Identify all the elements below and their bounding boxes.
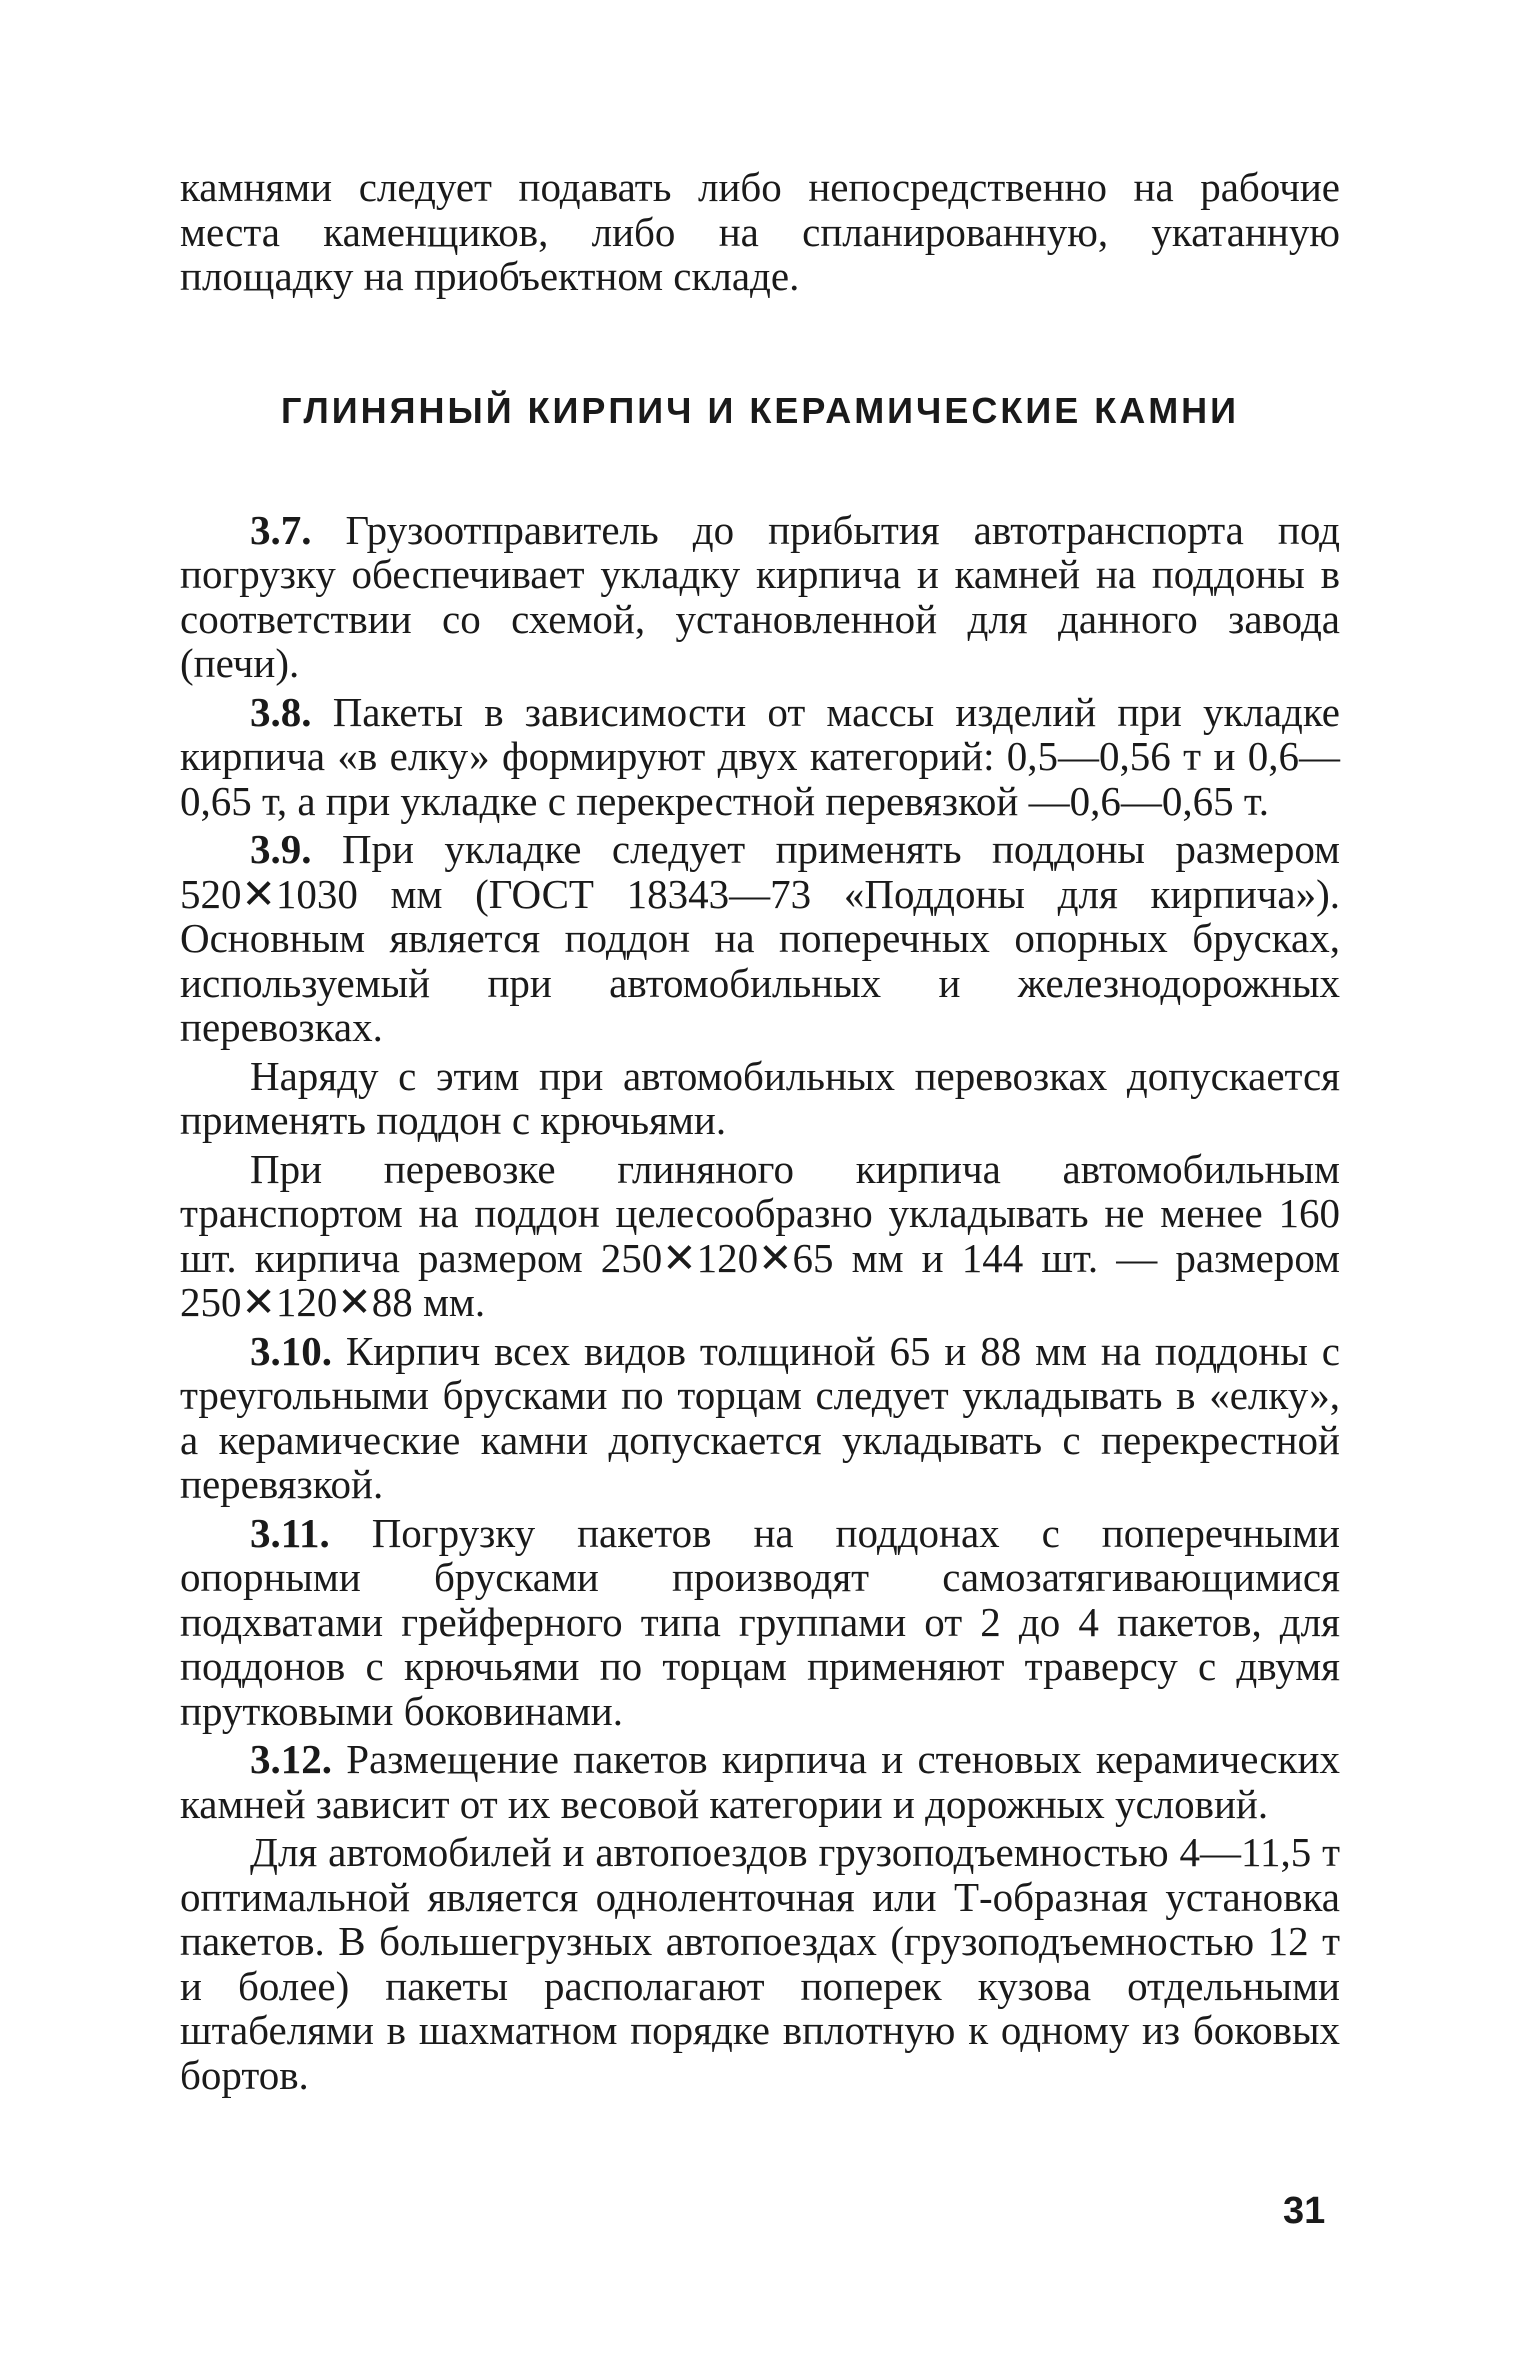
- section-heading: ГЛИНЯНЫЙ КИРПИЧ И КЕРАМИЧЕСКИЕ КАМНИ: [280, 389, 1240, 431]
- paragraph-number: 3.7.: [250, 506, 312, 553]
- paragraph-text: При перевозке глиняного кирпича автомобильным транспортом на поддон целесообразно укладывать не менее 160 шт. кирпича размером 250✕120✕65 мм и 144 шт. — размером 250✕120✕88 мм.: [180, 1145, 1340, 1325]
- paragraph-text: Пакеты в зависимости от массы изделий при укладке кирпича «в елку» формируют двух категорий: 0,5—0,56 т и 0,6—0,65 т, а при укладке с перекрестной перевязкой —0,6—0,65 т.: [180, 688, 1341, 824]
- paragraph-vehicles: [180, 1830, 1340, 2097]
- paragraph-3-7: [180, 508, 1340, 686]
- paragraph-text: При укладке следует применять поддоны размером 520✕1030 мм (ГОСТ 18343—73 «Поддоны для кирпича»). Основным является поддон на поперечных опорных брусках, используемый при автомобильных и железнодорожных перевозках.: [180, 826, 1340, 1050]
- paragraph-number: 3.8.: [250, 688, 312, 735]
- paragraph-3-10: [180, 1329, 1340, 1507]
- paragraph-transport: [180, 1147, 1340, 1325]
- paragraph-text: Грузоотправитель до прибытия автотранспорта под погрузку обеспечивает укладку кирпича и камней на поддоны в соответствии со схемой, установленной для данного завода (печи).: [180, 506, 1340, 686]
- intro-text: камнями следует подавать либо непосредственно на рабочие места каменщиков, либо на спланированную, укатанную площадку на приобъектном складе.: [180, 164, 1340, 299]
- text-column: [180, 165, 1340, 2097]
- paragraph-3-12: [180, 1737, 1340, 1826]
- paragraph-number: 3.9.: [250, 826, 312, 872]
- paragraph-text: Погрузку пакетов на поддонах с поперечными опорными брусками производят самозатягивающимися подхватами грейферного типа группами от 2 до 4 пакетов, для поддонов с крючьями по торцам применяют траверсу с двумя прутковыми боковинами.: [180, 1509, 1341, 1734]
- paragraph-pallet-hooks: [180, 1054, 1340, 1143]
- page-number: 31: [1283, 2190, 1326, 2232]
- paragraph-number: 3.10.: [250, 1327, 332, 1374]
- paragraph-text: Кирпич всех видов толщиной 65 и 88 мм на поддоны с треугольными брусками по торцам следует укладывать в «елку», а керамические камни допускается укладывать с перекрестной перевязкой.: [180, 1327, 1340, 1507]
- paragraph-text: Размещение пакетов кирпича и стеновых керамических камней зависит от их весовой категории и дорожных условий.: [180, 1736, 1340, 1827]
- intro-paragraph: [180, 165, 1340, 299]
- paragraph-3-9: [180, 827, 1340, 1050]
- paragraph-3-11: [180, 1511, 1340, 1734]
- paragraph-number: 3.12.: [250, 1736, 332, 1782]
- paragraph-3-8: [180, 690, 1340, 824]
- paragraph-number: 3.11.: [250, 1509, 330, 1556]
- paragraph-text: Наряду с этим при автомобильных перевозках допускается применять поддон с крючьями.: [180, 1052, 1340, 1143]
- paragraph-text: Для автомобилей и автопоездов грузоподъемностью 4—11,5 т оптимальной является одноленточная или Т-образная установка пакетов. В большегрузных автопоездах (грузоподъемностью 12 т и более) пакеты располагают поперек кузова отдельными штабелями в шахматном порядке вплотную к одному из боковых бортов.: [180, 1829, 1340, 2098]
